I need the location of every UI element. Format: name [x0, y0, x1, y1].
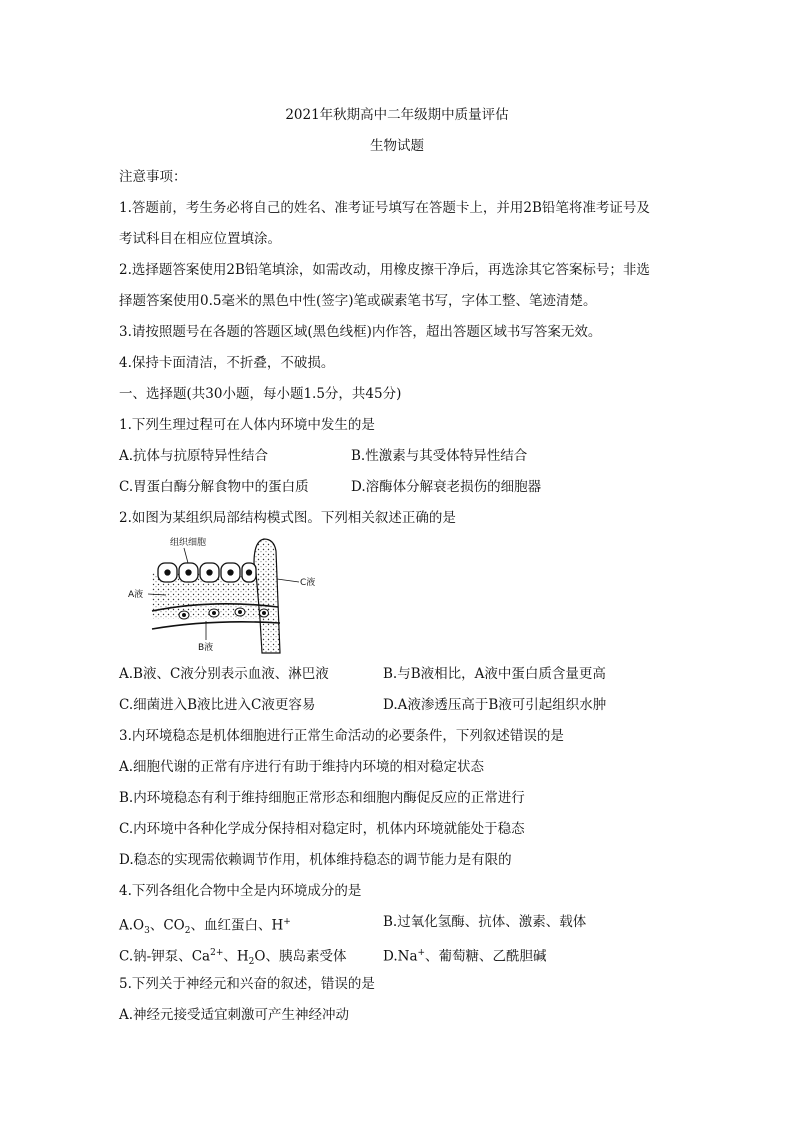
q4-option-c: C.钠-钾泵、$Ca^{2+}$、$H_2O$、胰岛素受体: [119, 948, 347, 968]
q4-option-a: $A.O_3$、$CO_2$、血红蛋白、H+: [119, 917, 291, 937]
q1-option-b: B.性激素与其受体特异性结合: [351, 448, 528, 464]
q2-stem: 2.如图为某组织局部结构模式图。下列相关叙述正确的是: [119, 510, 456, 526]
q1-option-c: C.胃蛋白酶分解食物中的蛋白质: [119, 479, 309, 495]
q3-option-d: D.稳态的实现需依赖调节作用，机体维持稳态的调节能力是有限的: [119, 852, 512, 868]
q2-option-d: D.A液渗透压高于B液可引起组织水肿: [383, 697, 607, 713]
subject-title: 生物试题: [370, 138, 424, 154]
q2-option-c: C.细菌进入B液比进入C液更容易: [119, 697, 316, 713]
note-2-line-1: 2.选择题答案使用2B铅笔填涂，如需改动，用橡皮擦干净后，再选涂其它答案标号；非选: [119, 262, 650, 278]
note-3: 3.请按照题号在各题的答题区域(黑色线框)内作答，超出答题区域书写答案无效。: [119, 324, 602, 340]
q2-option-a: A.B液、C液分别表示血液、淋巴液: [119, 666, 329, 682]
label-fluid-b: B液: [198, 643, 214, 653]
note-4: 4.保持卡面清洁，不折叠，不破损。: [119, 355, 335, 371]
q3-stem: 3.内环境稳态是机体细胞进行正常生命活动的必要条件，下列叙述错误的是: [119, 728, 564, 744]
q4-option-d: D.Na+、葡萄糖、乙酰胆碱: [383, 948, 547, 965]
tissue-structure-figure: [122, 533, 332, 655]
note-1-line-1: 1.答题前，考生务必将自己的姓名、准考证号填写在答题卡上，并用2B铅笔将准考证号及: [119, 200, 650, 216]
q1-option-a: A.抗体与抗原特异性结合: [119, 448, 269, 464]
q4-stem: 4.下列各组化合物中全是内环境成分的是: [119, 883, 362, 899]
q1-option-d: D.溶酶体分解衰老损伤的细胞器: [351, 479, 542, 495]
note-1-line-2: 考试科目在相应位置填涂。: [119, 231, 281, 247]
lymph-vessel: [254, 539, 280, 653]
q1-stem: 1.下列生理过程可在人体内环境中发生的是: [119, 417, 375, 433]
q4-option-b: B.过氧化氢酶、抗体、激素、载体: [383, 914, 587, 930]
label-fluid-a: A液: [128, 590, 144, 600]
q3-option-b: B.内环境稳态有利于维持细胞正常形态和细胞内酶促反应的正常进行: [119, 790, 525, 806]
q3-option-c: C.内环境中各种化学成分保持相对稳定时，机体内环境就能处于稳态: [119, 821, 525, 837]
note-2-line-2: 择题答案使用0.5毫米的黑色中性(签字)笔或碳素笔书写，字体工整、笔迹清楚。: [119, 293, 597, 309]
q5-stem: 5.下列关于神经元和兴奋的叙述，错误的是: [119, 976, 375, 992]
section-1-heading: 一、选择题(共30小题，每小题1.5分，共45分): [119, 386, 402, 402]
q2-option-b: B.与B液相比，A液中蛋白质含量更高: [383, 666, 606, 682]
notes-heading: 注意事项：: [119, 169, 187, 185]
q5-option-a: A.神经元接受适宜刺激可产生神经冲动: [119, 1007, 350, 1023]
q3-option-a: A.细胞代谢的正常有序进行有助于维持内环境的相对稳定状态: [119, 759, 485, 775]
label-fluid-c: C液: [300, 578, 316, 588]
label-tissue-cell: 组织细胞: [170, 538, 207, 548]
exam-title: 2021年秋期高中二年级期中质量评估: [285, 107, 509, 123]
